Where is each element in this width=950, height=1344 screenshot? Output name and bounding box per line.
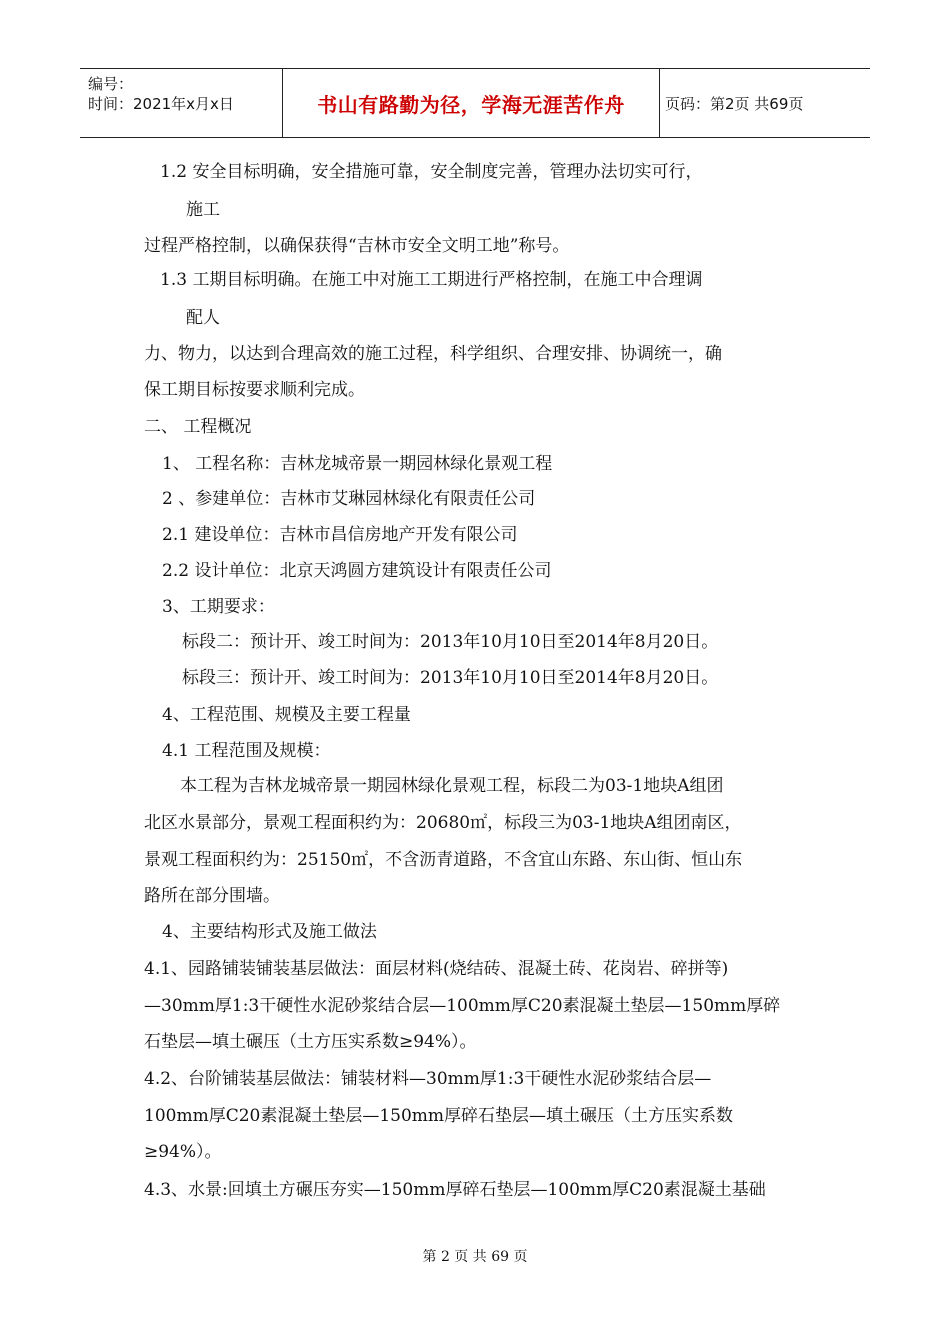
date-line: 时间：2021年x月x日 [88, 95, 234, 113]
text-line: 4、工程范围、规模及主要工程量 [162, 705, 411, 725]
text-line: 保工期目标按要求顺利完成。 [144, 380, 365, 400]
header-motto: 书山有路勤为径，学海无涯苦作舟 [283, 69, 660, 137]
text-line: 路所在部分围墙。 [144, 886, 280, 906]
text-line: 力、物力，以达到合理高效的施工过程，科学组织、合理安排、协调统一，确 [144, 344, 722, 364]
text-line: 1.2 安全目标明确，安全措施可靠，安全制度完善，管理办法切实可行， [160, 162, 703, 182]
page-header [80, 68, 870, 138]
text-line: 过程严格控制，以确保获得“吉林市安全文明工地”称号。 [144, 236, 570, 256]
text-line: 北区水景部分，景观工程面积约为：20680㎡，标段三为03-1地块A组团南区， [144, 813, 742, 833]
page-footer: 第 2 页 共 69 页 [422, 1249, 528, 1265]
text-line: 4.2、台阶铺装基层做法：铺装材料—30mm厚1:3干硬性水泥砂浆结合层— [144, 1069, 712, 1089]
text-line: 1、 工程名称：吉林龙城帝景一期园林绿化景观工程 [162, 454, 553, 474]
text-line: 4.3、水景:回填土方碾压夯实—150mm厚碎石垫层—100mm厚C20素混凝土基础 [144, 1180, 766, 1200]
text-line: 景观工程面积约为：25150㎡，不含沥青道路，不含宜山东路、东山街、恒山东 [144, 850, 743, 870]
text-line: 施工 [186, 200, 220, 220]
text-line: 2 、参建单位：吉林市艾琳园林绿化有限责任公司 [162, 489, 536, 509]
text-line: 4、主要结构形式及施工做法 [162, 922, 377, 942]
text-line: 3、工期要求： [162, 597, 275, 617]
text-line: 2.1 建设单位：吉林市昌信房地产开发有限公司 [162, 525, 518, 545]
text-line: —30mm厚1:3干硬性水泥砂浆结合层—100mm厚C20素混凝土垫层—150mm厚碎 [144, 996, 781, 1016]
text-line: ≥94%）。 [144, 1142, 222, 1162]
text-line: 标段三：预计开、竣工时间为：2013年10月10日至2014年8月20日。 [182, 668, 719, 688]
text-line: 4.1 工程范围及规模： [162, 741, 331, 761]
text-line: 4.1、园路铺装铺装基层做法：面层材料(烧结砖、混凝土砖、花岗岩、碎拼等) [144, 959, 729, 979]
text-line: 本工程为吉林龙城帝景一期园林绿化景观工程，标段二为03-1地块A组团 [180, 776, 724, 796]
header-meta [80, 69, 283, 137]
text-line: 石垫层—填土碾压（土方压实系数≥94%）。 [144, 1032, 477, 1052]
section-heading: 二、 工程概况 [144, 417, 252, 437]
text-line: 2.2 设计单位：北京天鸿圆方建筑设计有限责任公司 [162, 561, 552, 581]
text-line: 1.3 工期目标明确。在施工中对施工工期进行严格控制，在施工中合理调 [160, 270, 703, 290]
text-line: 100mm厚C20素混凝土垫层—150mm厚碎石垫层—填土碾压（土方压实系数 [144, 1106, 734, 1126]
text-line: 标段二：预计开、竣工时间为：2013年10月10日至2014年8月20日。 [182, 632, 719, 652]
number-label: 编号： [88, 75, 134, 93]
header-page-info: 页码：第2页 共69页 [665, 94, 804, 113]
text-line: 配人 [186, 308, 220, 328]
